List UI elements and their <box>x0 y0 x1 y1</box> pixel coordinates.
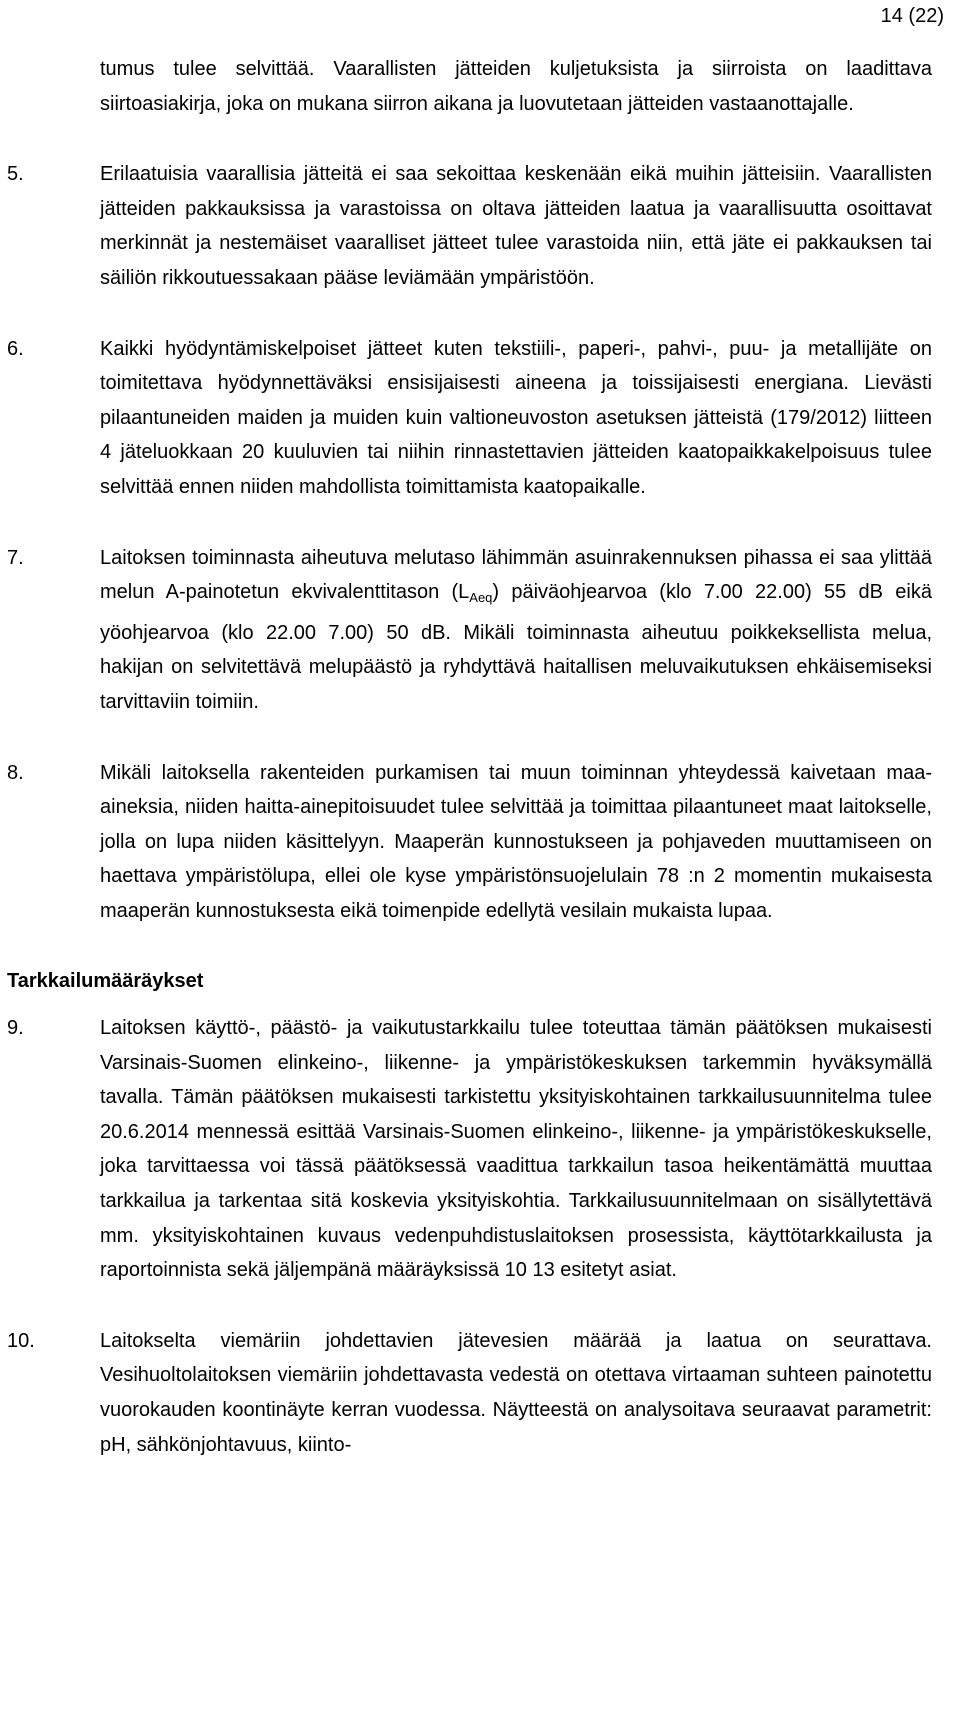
item-number: 10. <box>7 1329 35 1352</box>
item-number: 6. <box>7 337 24 360</box>
list-item <box>7 756 932 929</box>
laeq-subscript: Aeq <box>469 590 493 606</box>
item-text <box>100 541 932 720</box>
item-number: 7. <box>7 546 24 569</box>
item-number: 9. <box>7 1017 24 1040</box>
item-text-after-subscript: ) päiväohjearvoa (klo 7.00 22.00) 55 dB eikä yöohjearvoa (klo 22.00 7.00) 50 dB. Mikäli toiminnasta aiheutuu poikkeksellista melua, hakijan on selvitettävä melupäästö ja ryhdyttävä haitallisen meluvaikutuksen ehkäisemiseksi tarvittaviin toimiin. <box>100 581 932 713</box>
document-body <box>7 52 932 1498</box>
item-text: Laitoksen käyttö-, päästö- ja vaikutustarkkailu tulee toteuttaa tämän päätöksen mukaisesti Varsinais-Suomen elinkeino-, liikenne- ja ympäristökeskuksen tarkemmin hyväksymällä tavalla. Tämän päätöksen mukaisesti tarkistettu yksityiskohtainen tarkkailusuunnitelma tulee 20.6.2014 mennessä esittää Varsinais-Suomen elinkeino-, liikenne- ja ympäristökeskukselle, joka tarvittaessa voi tässä päätöksessä vaadittua tarkkailun tasoa heikentämättä muuttaa tarkkailua ja tarkentaa sitä koskevia yksityiskohtia. Tarkkailusuunnitelmaan on sisällytettävä mm. yksityiskohtainen kuvaus vedenpuhdistuslaitoksen prosessista, käyttötarkkailusta ja raportoinnista sekä jäljempänä määräyksissä 10 13 esitetyt asiat. <box>100 1017 932 1282</box>
item-text: Kaikki hyödyntämiskelpoiset jätteet kuten tekstiili-, paperi-, pahvi-, puu- ja metallijäte on toimitettava hyödynnettäväksi ensisijaisesti aineena ja toissijaisesti energiana. Lievästi pilaantuneiden maiden ja muiden kuin valtioneuvoston asetuksen jätteistä (179/2012) liitteen 4 jäteluokkaan 20 kuuluvien tai niihin rinnastettavien jätteiden kaatopaikkakelpoisuus tulee selvittää ennen niiden mahdollista toimittamista kaatopaikalle. <box>100 337 932 498</box>
list-item <box>7 541 932 720</box>
page-number: 14 (22) <box>880 5 944 27</box>
item-number: 5. <box>7 163 24 186</box>
item-text: Laitokselta viemäriin johdettavien jätevesien määrää ja laatua on seurattava. Vesihuoltolaitoksen viemäriin johdettavasta vedestä on otettava virtaaman suhteen painotettu vuorokauden koontinäyte kerran vuodessa. Näytteestä on analysoitava seuraavat parametrit: pH, sähkönjohtavuus, kiinto- <box>100 1329 932 1456</box>
item-text-before-subscript: Laitoksen toiminnasta aiheutuva melutaso lähimmän asuinrakennuksen pihassa ei saa ylittää melun A-painotetun ekvivalenttitason (L <box>100 546 932 604</box>
list-item <box>7 157 932 295</box>
list-item <box>7 1324 932 1462</box>
list-item <box>7 332 932 505</box>
item-text: Erilaatuisia vaarallisia jätteitä ei saa sekoittaa keskenään eikä muihin jätteisiin. Vaarallisten jätteiden pakkauksissa ja varastoissa on oltava jätteiden laatua ja vaarallisuutta osoittavat merkinnät ja nestemäiset vaaralliset jätteet tulee varastoida niin, että jäte ei pakkauksen tai säiliön rikkoutuessakaan pääse leviämään ympäristöön. <box>100 163 932 289</box>
section-heading: Tarkkailumääräykset <box>7 970 204 993</box>
item-number: 8. <box>7 761 24 784</box>
item-text: Mikäli laitoksella rakenteiden purkamisen tai muun toiminnan yhteydessä kaivetaan maa-aineksia, niiden haitta-ainepitoisuudet tulee selvittää ja toimittaa pilaantuneet maat laitokselle, jolla on lupa niiden käsittelyyn. Maaperän kunnostukseen ja pohjaveden muuttamiseen on haettava ympäristölupa, ellei ole kyse ympäristönsuojelulain 78 :n 2 momentin mukaisesta maaperän kunnostuksesta eikä toimenpide edellytä vesilain mukaista lupaa. <box>100 761 932 922</box>
list-item <box>7 1011 932 1288</box>
intro-continuation-paragraph: tumus tulee selvittää. Vaarallisten jätteiden kuljetuksista ja siirroista on laadittava siirtoasiakirja, joka on mukana siirron aikana ja luovutetaan jätteiden vastaanottajalle. <box>100 58 932 115</box>
